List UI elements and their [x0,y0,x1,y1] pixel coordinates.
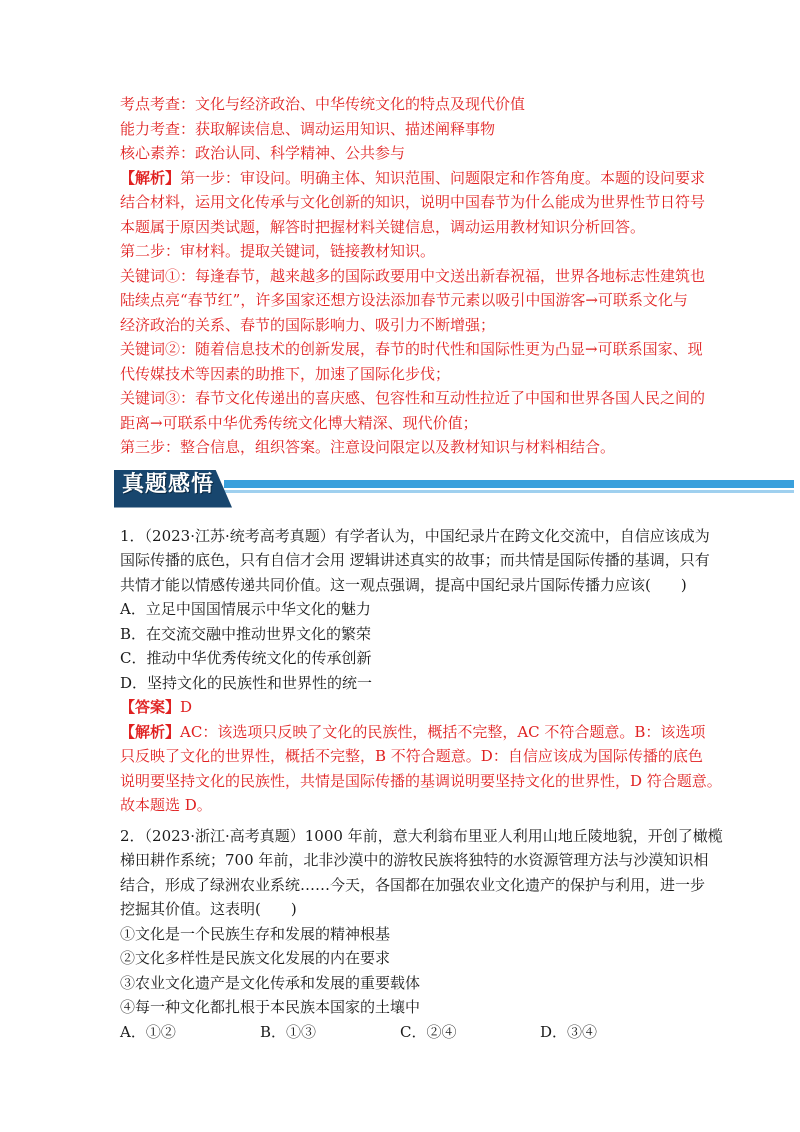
q2-statement-1: ①文化是一个民族生存和发展的精神根基 [120,924,391,943]
q2-option-b: B．①③ [260,1022,317,1041]
hexin-line: 核心素养：政治认同、科学精神、公共参与 [120,144,406,162]
jiexi-line-0 [120,166,706,191]
q1-option-b: B．在交流交融中推动世界文化的繁荣 [120,624,372,643]
jiexi-line-6: 经济政治的关系、春节的国际影响力、吸引力不断增强； [120,315,496,334]
jiexi-line-8: 代传媒技术等因素的助推下，加速了国际化步伐； [120,364,451,383]
q1-answer-tag: 【答案】 [120,698,181,716]
q2-stem-0: 2．（2023·浙江·高考真题）1000 年前，意大利翁布里亚人利用山地丘陵地貌，开创了橄榄 [120,826,723,845]
question-1 [120,524,722,818]
q1-answer-value: D [180,698,193,716]
content-area [120,92,723,1044]
q2-option-a: A．①② [120,1022,176,1041]
jiexi-line-11: 第三步：整合信息，组织答案。注意设问限定以及教材知识与材料相结合。 [120,438,616,456]
nengli-line: 能力考查：获取解读信息、调动运用知识、描述阐释事物 [120,119,496,138]
q1-jiexi-tag: 【解析】 [120,722,181,741]
q2-stem-3: 挖掘其价值。这表明( ) [120,900,297,918]
banner-stripe [224,480,794,488]
section-banner [114,470,794,510]
q1-answer [120,695,690,720]
q1-option-a: A．立足中国国情展示中华文化的魅力 [120,600,371,618]
jiexi-line-9: 关键词③：春节文化传递出的喜庆感、包容性和互动性拉近了中国和世界各国人民之间的 [120,389,706,407]
jiexi-line-10: 距离→可联系中华优秀传统文化博大精深、现代价值； [120,413,478,432]
jiexi-line-2: 本题属于原因类试题，解答时把握材料关键信息，调动运用教材知识分析回答。 [120,217,646,236]
q1-stem-2: 共情才能以情感传递共同价值。这一观点强调，提高中国纪录片国际传播力应该( ) [120,575,687,594]
banner-title: 真题感悟 [122,471,215,497]
jiexi-line-7: 关键词②：随着信息技术的创新发展，春节的时代性和国际性更为凸显→可联系国家、现 [120,340,703,358]
q1-jiexi-3: 故本题选 D。 [120,796,212,814]
jiexi-line-4: 关键词①：每逢春节，越来越多的国际政要用中文送出新春祝福，世界各地标志性建筑也 [120,266,706,285]
question-2 [120,824,723,1045]
jiexi-line-5: 陆续点亮“春节红”，许多国家还想方设法添加春节元素以吸引中国游客→可联系文化与 [120,291,688,309]
banner-stripe-light [224,490,794,493]
q2-statement-4: ④每一种文化都扎根于本民族本国家的土壤中 [120,998,421,1016]
q1-option-d: D．坚持文化的民族性和世界性的统一 [120,673,373,692]
q1-stem-1: 国际传播的底色，只有自信才会用 逻辑讲述真实的故事；而共情是国际传播的基调，只有 [120,551,710,569]
q2-statement-3: ③农业文化遗产是文化传承和发展的重要载体 [120,973,421,992]
q1-jiexi-0 [120,720,706,745]
jiexi-text-0: 第一步：审设问。明确主体、知识范围、问题限定和作答角度。本题的设问要求 [180,168,706,187]
q2-options-row [120,1020,690,1045]
jiexi-tag: 【解析】 [120,168,181,187]
q1-jiexi-2: 说明要坚持文化的民族性，共情是国际传播的基调说明要坚持文化的世界性，D 符合题意。 [120,771,722,790]
q2-option-c: C．②④ [400,1022,457,1041]
q2-statement-2: ②文化多样性是民族文化发展的内在要求 [120,949,391,967]
q1-stem-0: 1．（2023·江苏·统考高考真题）有学者认为，中国纪录片在跨文化交流中，自信应该成为 [120,526,710,545]
q2-option-d: D．③④ [540,1022,598,1041]
q1-option-c: C．推动中华优秀传统文化的传承创新 [120,649,372,667]
q1-jiexi-text-0: AC：该选项只反映了文化的民族性，概括不完整，AC 不符合题意。B：该选项 [180,722,706,741]
q1-jiexi-1: 只反映了文化的世界性，概括不完整，B 不符合题意。D：自信应该成为国际传播的底色 [120,747,703,765]
jiexi-line-1: 结合材料，运用文化传承与文化创新的知识，说明中国春节为什么能成为世界性节日符号 [120,193,706,211]
q2-stem-1: 梯田耕作系统；700 年前，北非沙漠中的游牧民族将独特的水资源管理方法与沙漠知识相 [120,851,709,869]
q2-stem-2: 结合，形成了绿洲农业系统……今天，各国都在加强农业文化遗产的保护与利用，进一步 [120,875,706,894]
jiexi-line-3: 第二步：审材料。提取关键词，链接教材知识。 [120,242,436,260]
kaodian-line: 考点考查：文化与经济政治、中华传统文化的特点及现代价值 [120,95,526,113]
